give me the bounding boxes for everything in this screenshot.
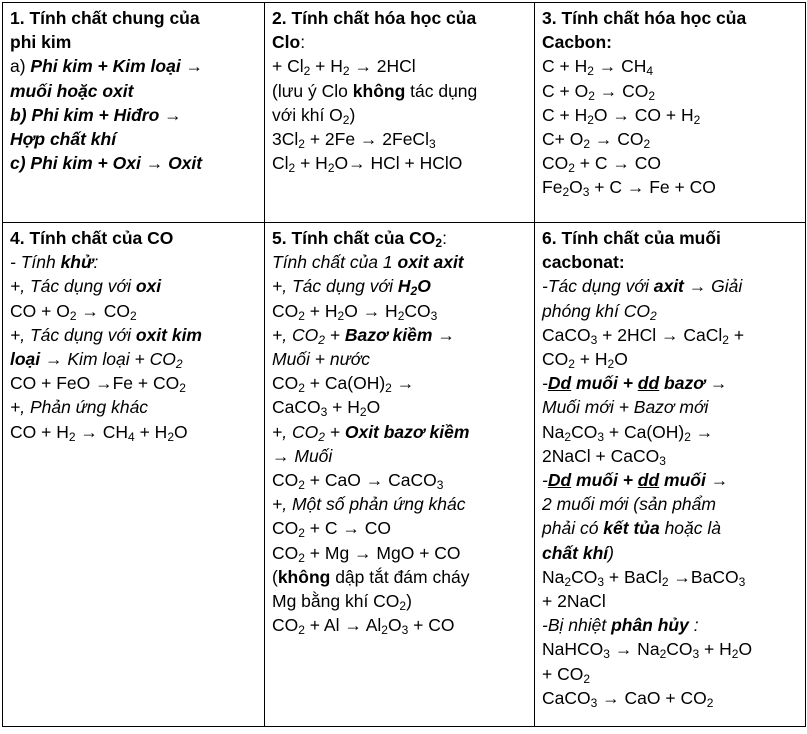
- cell-title: 4. Tính chất của CO: [10, 228, 174, 248]
- equation-part: CO: [272, 470, 299, 491]
- subscript: 2: [684, 429, 691, 444]
- equation-part: CO: [542, 153, 569, 174]
- equation: [10, 420, 259, 444]
- subscript: 2: [381, 623, 388, 638]
- equation-part: O → H: [344, 300, 398, 321]
- subscript: 2: [327, 161, 335, 176]
- text-line: Muối mới + Bazơ mới: [542, 397, 709, 418]
- equation: [542, 347, 800, 371]
- subscript: 2: [583, 671, 591, 686]
- equation-part: + Ca(OH): [604, 421, 685, 442]
- subscript: 2: [568, 161, 575, 176]
- subscript: 2: [659, 647, 667, 662]
- equation-part: Na: [542, 421, 565, 442]
- equation-part: C + O: [542, 80, 589, 101]
- equation-part: → CaO + CO: [597, 687, 707, 708]
- subscript: 2: [722, 332, 729, 347]
- equation: [542, 79, 800, 103]
- subscript: 3: [430, 308, 438, 323]
- equation-part: CaCO: [272, 397, 321, 418]
- text-line: Muối + nước: [272, 349, 371, 370]
- subscript: 4: [646, 64, 654, 79]
- subscript: 3: [590, 695, 598, 710]
- subscript: 2: [298, 478, 305, 493]
- cell-carbonate-properties: [535, 223, 806, 727]
- subscript: 3: [692, 647, 700, 662]
- text-line: -Dd muối + dd muối →: [542, 470, 729, 491]
- subscript: 2: [298, 526, 305, 541]
- list-item: b) Phi kim + Hiđro →: [10, 104, 182, 125]
- equation-part: Fe: [542, 177, 563, 198]
- equation: [272, 468, 529, 492]
- text-line: -Tác dụng với axit → Giải: [542, 276, 743, 297]
- list-item-cont: muối hoặc oxit: [10, 80, 134, 101]
- equation-part: + Cl: [272, 56, 304, 77]
- subscript: 2: [661, 574, 669, 589]
- equation-part: CO: [571, 566, 598, 587]
- text-line: phóng khí $CO_2$: [542, 300, 657, 323]
- equation-part: Na: [542, 566, 565, 587]
- subscript: 3: [401, 623, 409, 638]
- subscript: 3: [597, 574, 604, 589]
- subscript: 2: [568, 357, 575, 372]
- equation-part: O: [366, 397, 381, 418]
- equation-part: C+ O: [542, 129, 584, 150]
- equation: [272, 127, 529, 151]
- equation: [272, 54, 529, 78]
- equation-part: + Al → Al: [304, 615, 382, 636]
- equation-part: CO + H: [10, 421, 69, 442]
- subscript: 3: [738, 574, 746, 589]
- cell-title-cont: Cacbon:: [542, 32, 612, 53]
- equation-part: 3Cl: [272, 129, 299, 150]
- subscript: 3: [603, 647, 610, 662]
- cell-title: 5. Tính chất của $CO_2$:: [272, 228, 447, 250]
- equation-part: O: [174, 421, 188, 442]
- equation: [542, 637, 800, 661]
- equation-part: → CO: [76, 300, 130, 321]
- equation-part: O→ HCl + HClO: [334, 153, 463, 174]
- note-cont: Mg bằng khí $CO_2$): [272, 591, 412, 614]
- equation-part: O → CO + H: [593, 104, 694, 125]
- equation-part: + H: [295, 153, 328, 174]
- equation-part: NaHCO: [542, 639, 604, 660]
- cell-co-properties: [3, 223, 265, 727]
- equation: [272, 613, 529, 637]
- equation-part: O: [387, 615, 402, 636]
- subscript: 2: [731, 647, 739, 662]
- subscript: 2: [288, 161, 296, 176]
- subscript: 3: [428, 137, 436, 152]
- subscript: 3: [320, 405, 328, 420]
- equation-part: + 2HCl → CaCl: [597, 324, 723, 345]
- note: (không dập tắt đám cháy: [272, 566, 470, 587]
- equation: [542, 103, 800, 127]
- cell-title: 1. Tính chất chung của: [10, 8, 200, 28]
- text-line: +, Phản ứng khác: [10, 397, 149, 418]
- equation-part: + H: [574, 349, 608, 370]
- equation-part: CaCO: [542, 324, 591, 345]
- cell-title-cont: Clo:: [272, 32, 306, 53]
- equation: [272, 151, 529, 175]
- subscript: 2: [298, 550, 305, 565]
- text-line: +, $CO_2$ + Oxit bazơ kiềm: [272, 421, 470, 444]
- equation-part: CO: [272, 518, 299, 539]
- equation-part: +: [728, 324, 745, 345]
- table-row-2: [3, 223, 806, 727]
- equation: [10, 299, 259, 323]
- equation-part: Cl: [272, 153, 289, 174]
- equation-part: CaCO: [542, 687, 591, 708]
- equation-part: O: [738, 639, 753, 660]
- list-item: c) Phi kim + Oxi → Oxit: [10, 153, 203, 174]
- note: (lưu ý Clo không tác dụng: [272, 80, 478, 101]
- equation-part: →BaCO: [668, 566, 739, 587]
- equation-part: + 2Fe → 2FeCl: [304, 129, 429, 150]
- subscript: 2: [588, 88, 595, 103]
- equation: [272, 299, 529, 323]
- text-line: → Muối: [272, 445, 333, 466]
- subscript: 2: [298, 137, 305, 152]
- cell-nonmetal-properties: [3, 3, 265, 223]
- equation-part: + 2NaCl: [542, 591, 606, 612]
- text-line: chất khí): [542, 542, 614, 563]
- text-line: +, Tác dụng với $H_2O$: [272, 276, 431, 299]
- equation: [272, 371, 529, 395]
- cell-title-cont: cacbonat:: [542, 252, 625, 273]
- cell-co2-properties: [265, 223, 535, 727]
- equation: [542, 127, 800, 151]
- text-line: +, Tác dụng với oxi: [10, 276, 162, 297]
- equation-part: CO: [666, 639, 693, 660]
- equation-part: + H: [134, 421, 168, 442]
- subscript: 2: [583, 137, 591, 152]
- subscript: 3: [582, 185, 590, 200]
- equation-part: + H: [304, 300, 338, 321]
- equation-part: O: [614, 349, 628, 370]
- equation: [542, 323, 800, 347]
- equation-part: CO + O: [10, 300, 70, 321]
- equation-part: + CO: [408, 615, 455, 636]
- subscript: 2: [648, 88, 656, 103]
- text-line: Tính chất của 1 oxit axit: [272, 252, 464, 273]
- cell-chlorine-properties: [265, 3, 535, 223]
- subscript: 3: [436, 478, 444, 493]
- cell-title-cont: phi kim: [10, 32, 72, 53]
- equation: [542, 151, 800, 175]
- equation-part: C + H: [542, 56, 588, 77]
- subscript: 2: [587, 112, 594, 127]
- subscript: 2: [298, 623, 305, 638]
- equation-part: → CO: [590, 129, 644, 150]
- equation-part: →: [690, 421, 714, 442]
- subscript: 2: [167, 429, 174, 444]
- subscript: 2: [337, 308, 345, 323]
- equation: [542, 589, 800, 613]
- equation-part: →: [391, 373, 415, 394]
- text-line: +, $CO_2$ + Bazơ kiềm →: [272, 324, 455, 347]
- subscript: 2: [562, 185, 570, 200]
- text-line: +, Một số phản ứng khác: [272, 494, 466, 515]
- equation-part: + Ca(OH): [304, 373, 386, 394]
- equation-part: CO: [272, 300, 299, 321]
- subscript: 2: [68, 429, 76, 444]
- equation-part: O: [569, 177, 583, 198]
- subscript: 3: [590, 332, 598, 347]
- equation-part: + Mg → MgO + CO: [304, 542, 461, 563]
- equation-part: + H: [699, 639, 732, 660]
- subscript: 2: [693, 112, 701, 127]
- cell-title: 6. Tính chất của muối: [542, 228, 721, 248]
- cell-title: 2. Tính chất hóa học của: [272, 8, 477, 28]
- equation-part: 2NaCl + CaCO: [542, 445, 660, 466]
- equation-part: CO: [272, 615, 299, 636]
- equation-part: + C → Fe + CO: [589, 177, 716, 198]
- equation: [542, 662, 800, 686]
- subscript: 2: [706, 695, 714, 710]
- equation-part: CO + FeO →Fe + CO: [10, 373, 180, 394]
- subscript: 4: [128, 429, 135, 444]
- text-line: 2 muối mới (sản phẩm: [542, 494, 716, 515]
- equation: [542, 420, 800, 444]
- text-line: loại → Kim loại + $CO_2$: [10, 349, 183, 372]
- chemistry-summary-table: [2, 2, 806, 727]
- subscript: 2: [129, 308, 137, 323]
- subscript: 2: [564, 574, 572, 589]
- equation-part: → CH: [593, 56, 647, 77]
- equation-part: CO: [272, 373, 299, 394]
- subscript: 2: [303, 64, 311, 79]
- list-item: a) Phi kim + Kim loại →: [10, 56, 204, 77]
- subscript: 2: [643, 137, 651, 152]
- equation-part: + H: [327, 397, 360, 418]
- subscript: 3: [597, 429, 604, 444]
- subscript: 2: [564, 429, 572, 444]
- subscript: 2: [385, 381, 392, 396]
- equation-part: + H: [310, 56, 343, 77]
- subscript: 2: [587, 64, 594, 79]
- equation: [542, 444, 800, 468]
- equation-part: CO: [272, 542, 299, 563]
- equation-part: + BaCl: [604, 566, 662, 587]
- equation-part: CO: [404, 300, 431, 321]
- text-line: - Tính khử:: [10, 252, 99, 273]
- equation-part: + CaO → CaCO: [304, 470, 437, 491]
- cell-title: 3. Tính chất hóa học của: [542, 8, 747, 28]
- equation: [272, 516, 529, 540]
- text-line: +, Tác dụng với oxit kim: [10, 324, 202, 345]
- equation-part: CO: [571, 421, 598, 442]
- equation: [272, 395, 529, 419]
- list-item-cont: Hợp chất khí: [10, 129, 117, 150]
- subscript: 2: [179, 381, 186, 396]
- equation-part: + CO: [542, 663, 584, 684]
- subscript: 2: [607, 357, 615, 372]
- equation-part: + C → CO: [304, 518, 391, 539]
- equation: [272, 541, 529, 565]
- equation: [10, 371, 259, 395]
- subscript: 3: [659, 453, 666, 468]
- equation-part: CO: [542, 349, 569, 370]
- cell-carbon-properties: [535, 3, 806, 223]
- subscript: 2: [69, 308, 77, 323]
- equation-part: → 2HCl: [349, 56, 416, 77]
- equation-part: C + H: [542, 104, 588, 125]
- subscript: 2: [298, 381, 305, 396]
- equation-part: → Na: [609, 639, 660, 660]
- subscript: 2: [397, 308, 405, 323]
- note-cont: với khí $O_2$): [272, 104, 356, 127]
- equation-part: + C → CO: [574, 153, 661, 174]
- equation-part: → CO: [594, 80, 649, 101]
- equation: [542, 175, 800, 199]
- text-line: -Dd muối + dd bazơ →: [542, 373, 728, 394]
- subscript: 2: [298, 308, 305, 323]
- equation-part: → CH: [75, 421, 129, 442]
- text-line: phải có kết tủa hoặc là: [542, 518, 721, 539]
- subscript: 2: [359, 405, 367, 420]
- table-row-1: [3, 3, 806, 223]
- equation: [542, 686, 800, 710]
- equation: [542, 565, 800, 589]
- equation: [542, 54, 800, 78]
- subscript: 2: [342, 64, 350, 79]
- text-line: -Bị nhiệt phân hủy :: [542, 615, 699, 636]
